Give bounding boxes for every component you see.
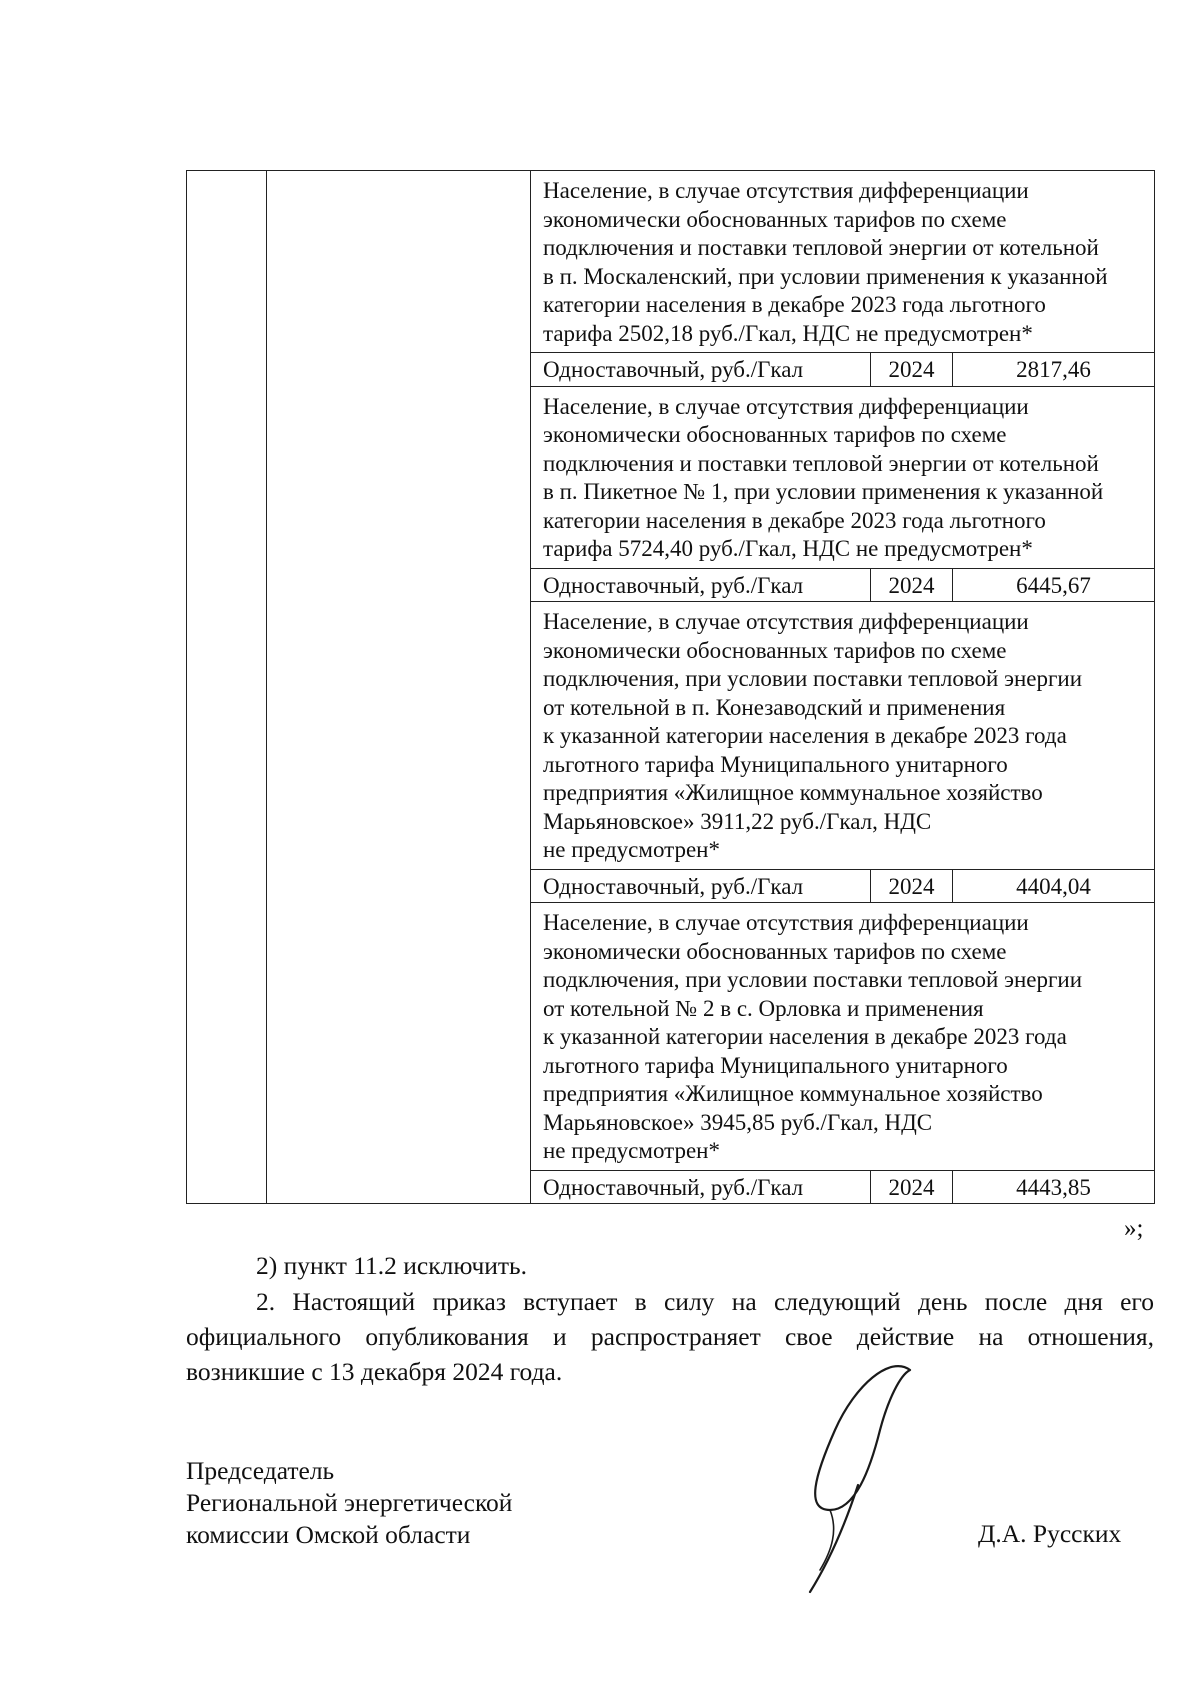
tariff-value-cell: 6445,67 (953, 568, 1155, 602)
consumer-description: Население, в случае отсутствия дифференциации экономически обоснованных тарифов по схеме подключения и поставки тепловой энергии от котельной в п. Москаленский, при условии применения к указанной категории населения в декабре 2023 года льготного тарифа 2502,18 руб./Гкал, НДС не предусмотрен* (531, 171, 1155, 353)
closing-quote: »; (1124, 1215, 1144, 1242)
table-row (187, 171, 1155, 353)
effective-date-paragraph: 2. Настоящий приказ вступает в силу на следующий день после дня его официального опубликования и распространяет свое действие на отношения, возникшие с 13 декабря 2024 года. (186, 1287, 1154, 1386)
item-2-paragraph: 2) пункт 11.2 исключить. (256, 1251, 528, 1280)
tariff-value-cell: 2817,46 (953, 353, 1155, 387)
consumer-description: Население, в случае отсутствия дифференциации экономически обоснованных тарифов по схеме подключения, при условии поставки тепловой энергии от котельной в п. Конезаводский и применения к указанной категории населения в декабре 2023 года льготного тарифа Муниципального унитарного предприятия «Жилищное коммунальное хозяйство Марьяновское» 3911,22 руб./Гкал, НДС не предусмотрен* (531, 602, 1155, 870)
year-cell: 2024 (871, 1170, 953, 1204)
year-cell: 2024 (871, 568, 953, 602)
signer-name: Д.А. Русских (978, 1519, 1122, 1548)
signer-title (186, 1455, 512, 1551)
rate-type-cell: Одноставочный, руб./Гкал (531, 568, 871, 602)
handwritten-signature (760, 1360, 920, 1600)
rate-type-cell: Одноставочный, руб./Гкал (531, 1170, 871, 1204)
signer-title-line: комиссии Омской области (186, 1520, 471, 1549)
tariff-table (186, 170, 1155, 1204)
consumer-description: Население, в случае отсутствия дифференциации экономически обоснованных тарифов по схеме подключения, при условии поставки тепловой энергии от котельной № 2 в с. Орловка и применения к указанной категории населения в декабре 2023 года льготного тарифа Муниципального унитарного предприятия «Жилищное коммунальное хозяйство Марьяновское» 3945,85 руб./Гкал, НДС не предусмотрен* (531, 903, 1155, 1171)
tariff-value-cell: 4443,85 (953, 1170, 1155, 1204)
tariff-value-cell: 4404,04 (953, 869, 1155, 903)
rate-type-cell: Одноставочный, руб./Гкал (531, 353, 871, 387)
signer-title-line: Региональной энергетической (186, 1488, 513, 1517)
empty-column-1 (187, 171, 267, 1204)
consumer-description: Население, в случае отсутствия дифференциации экономически обоснованных тарифов по схеме подключения и поставки тепловой энергии от котельной в п. Пикетное № 1, при условии применения к указанной категории населения в декабре 2023 года льготного тарифа 5724,40 руб./Гкал, НДС не предусмотрен* (531, 386, 1155, 568)
empty-column-2 (267, 171, 531, 1204)
rate-type-cell: Одноставочный, руб./Гкал (531, 869, 871, 903)
signer-title-line: Председатель (186, 1456, 335, 1485)
year-cell: 2024 (871, 353, 953, 387)
year-cell: 2024 (871, 869, 953, 903)
